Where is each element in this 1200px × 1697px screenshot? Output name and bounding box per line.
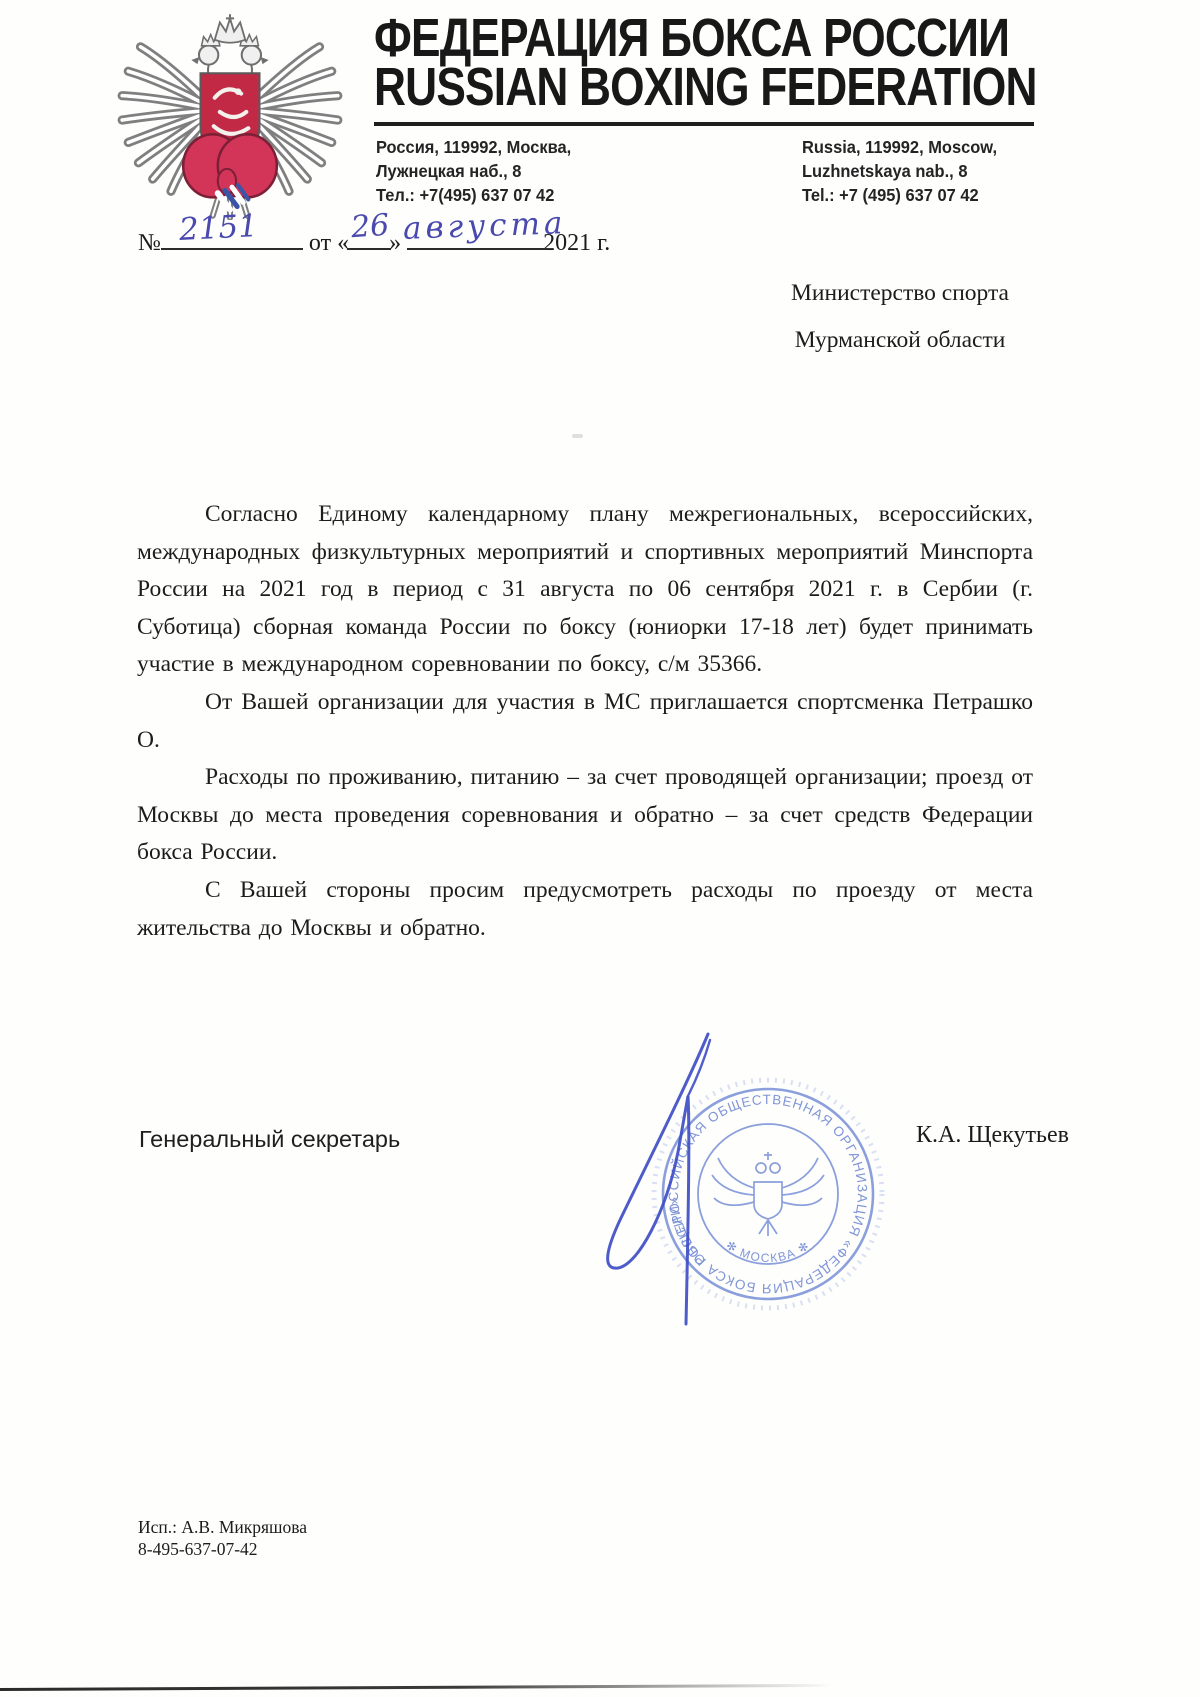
paragraph-1: Согласно Единому календарному плану межрегиональных, всероссийских, международных физкультурных мероприятий и спортивных мероприятий Минспорта России на 2021 год в период с 31 августа по 06 сентября 2021 г. в Сербии (г. Суботица) сборная команда России по боксу (юниорки 17-18 лет) будет принимать участие в международном соревновании по боксу, с/м 35366.	[137, 501, 1033, 678]
recipient-line2: Мурманской области	[794, 327, 1006, 353]
executor-block	[138, 1516, 307, 1560]
day-underline	[347, 207, 391, 250]
svg-text:✻ МОСКВА ✻	[723, 1238, 812, 1265]
letterhead-divider	[374, 122, 1034, 126]
stamp-and-autograph	[578, 1012, 922, 1346]
handwritten-number: 2151	[178, 207, 259, 249]
address-russian	[376, 135, 571, 207]
address-ru-line3: Тел.: +7(495) 637 07 42	[376, 185, 555, 205]
executor-phone: 8-495-637-07-42	[138, 1539, 258, 1559]
month-underline	[402, 205, 568, 250]
paragraph-2: От Вашей организации для участия в МС приглашается спортсменка Петрашко О.	[137, 688, 1033, 753]
org-name-russian: ФЕДЕРАЦИЯ БОКСА РОССИИ	[374, 8, 1010, 68]
signer-title: Генеральный секретарь	[139, 1126, 401, 1152]
number-underline	[161, 207, 303, 250]
signer-name: К.А. Щекутьев	[916, 1122, 1069, 1148]
paragraph-4: С Вашей стороны просим предусмотреть расходы по проезду от места жительства до Москвы и обратно.	[137, 876, 1033, 941]
address-ru-line2: Лужнецкая наб., 8	[376, 161, 522, 181]
recipient-block	[770, 270, 1030, 364]
paragraph-3: Расходы по проживанию, питанию – за счет проводящей организации; проезд от Москвы до места проведения соревнования и обратно – за счет средств Федерации бокса России.	[137, 764, 1033, 866]
autograph-signature	[608, 1034, 708, 1324]
letterhead	[374, 8, 1064, 209]
address-en-line2: Luzhnetskaya nab., 8	[802, 161, 968, 181]
stamp-outer-text: ОБЩЕРОССИЙСКАЯ ОБЩЕСТВЕННАЯ ОРГАНИЗАЦИЯ «ФЕДЕРАЦИЯ БОКСА РОССИИ»	[665, 1091, 870, 1297]
open-quote: «	[337, 230, 350, 256]
from-label: от	[308, 230, 332, 256]
address-ru-line1: Россия, 119992, Москва,	[376, 137, 572, 157]
address-en-line1: Russia, 119992, Moscow,	[802, 137, 998, 157]
letter-body	[137, 496, 1033, 947]
reference-line	[138, 205, 698, 264]
handwritten-day: 26	[349, 207, 391, 246]
stamp-bottom-text: ✻ МОСКВА ✻	[723, 1237, 813, 1266]
year-text: 2021 г.	[543, 230, 611, 256]
recipient-line1: Министерство спорта	[791, 280, 1009, 306]
address-block	[374, 135, 1034, 209]
scan-speck	[572, 434, 583, 438]
scan-artifact-line	[0, 1684, 834, 1691]
number-label: №	[138, 230, 161, 256]
handwritten-month: августа	[402, 205, 568, 247]
boxing-federation-emblem	[112, 12, 348, 220]
address-en-line3: Tel.: +7 (495) 637 07 42	[802, 185, 979, 205]
close-quote: »	[389, 230, 402, 256]
executor-name: Исп.: А.В. Микряшова	[138, 1517, 308, 1537]
address-english	[802, 135, 997, 207]
svg-text:ОБЩЕРОССИЙСКАЯ ОБЩЕСТВЕННАЯ ОР	[666, 1092, 870, 1296]
org-name-english: RUSSIAN BOXING FEDERATION	[374, 57, 1037, 117]
double-headed-eagle-icon	[112, 12, 348, 220]
round-stamp-icon	[578, 1012, 922, 1346]
